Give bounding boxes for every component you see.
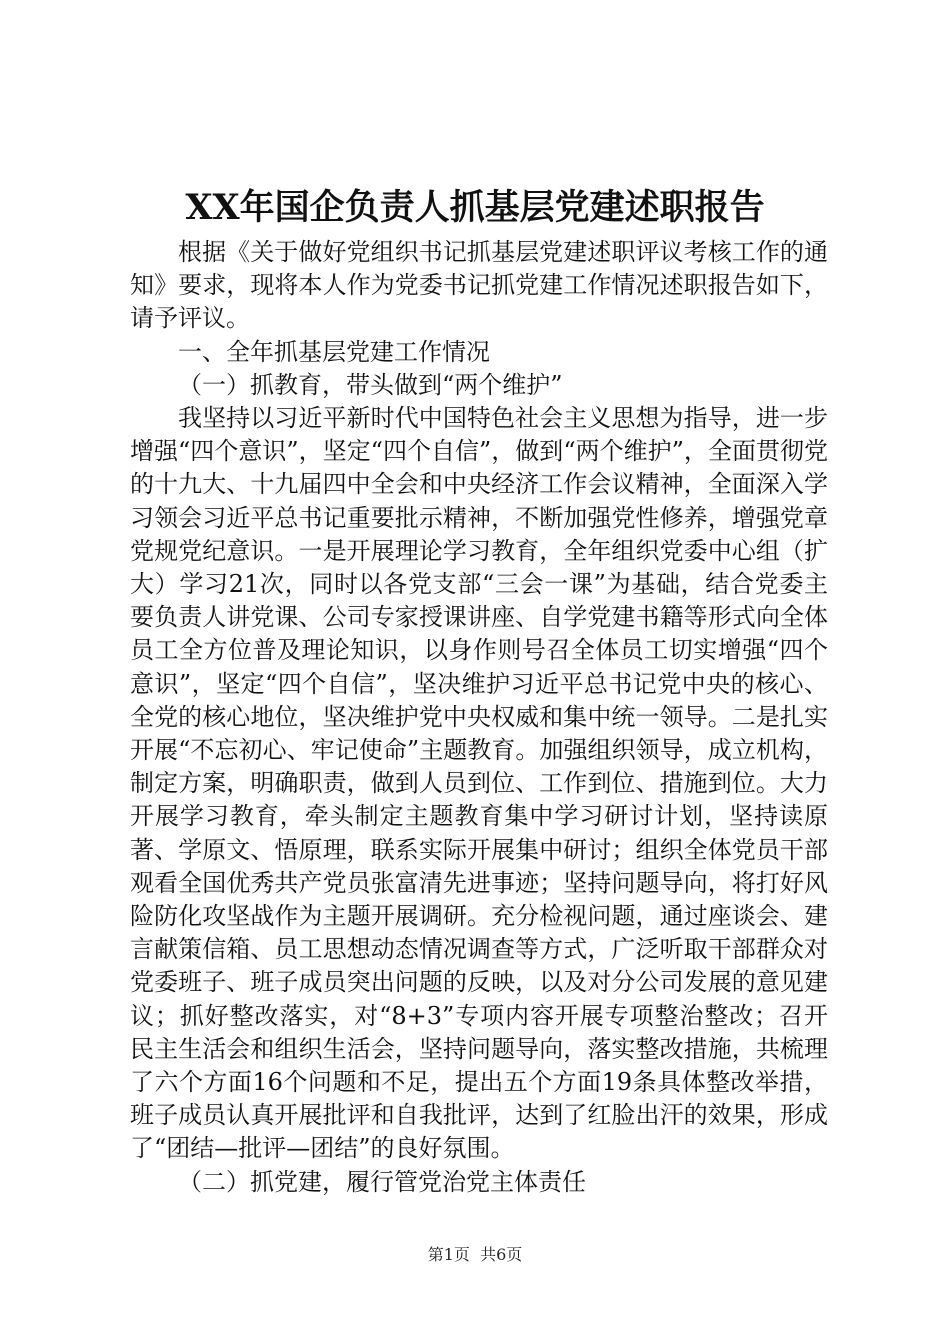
document-title: XX年国企负责人抓基层党建述职报告 [185, 187, 765, 228]
body-paragraph-1: 我坚持以习近平新时代中国特色社会主义思想为指导，进一步增强“四个意识”，坚定“四个自信”，做到“两个维护”，全面贯彻党的十九大、十九届四中全会和中央经济工作会议精神，全面深入学习领会习近平总书记重要批示精神，不断加强党性修养，增强党章党规党纪意识。一是开展理论学习教育，全年组织党委中心组（扩大）学习21次，同时以各党支部“三会一课”为基础，结合党委主要负责人讲党课、公司专家授课讲座、自学党建书籍等形式向全体员工全方位普及理论知识，以身作则号召全体员工切实增强“四个意识”，坚定“四个自信”，坚决维护习近平总书记党中央的核心、全党的核心地位，坚决维护党中央权威和集中统一领导。二是扎实开展“不忘初心、牢记使命”主题教育。加强组织领导，成立机构，制定方案，明确职责，做到人员到位、工作到位、措施到位。大力开展学习教育，牵头制定主题教育集中学习研讨计划，坚持读原著、学原文、悟原理，联系实际开展集中研讨；组织全体党员干部观看全国优秀共产党员张富清先进事迹；坚持问题导向，将打好风险防化攻坚战作为主题开展调研。充分检视问题，通过座谈会、建言献策信箱、员工思想动态情况调查等方式，广泛听取干部群众对党委班子、班子成员突出问题的反映，以及对分公司发展的意见建议；抓好整改落实，对“8+3”专项内容开展专项整治整改；召开民主生活会和组织生活会，坚持问题导向，落实整改措施，共梳理了六个方面16个问题和不足，提出五个方面19条具体整改举措，班子成员认真开展批评和自我批评，达到了红脸出汗的效果，形成了“团结—批评—团结”的良好氛围。 [130, 404, 828, 1163]
subsection-heading-2: （二）抓党建，履行管党治党主体责任 [178, 1167, 586, 1196]
page-number: 第1页 [427, 1245, 470, 1264]
section-heading-1: 一、全年抓基层党建工作情况 [178, 337, 490, 366]
intro-paragraph: 根据《关于做好党组织书记抓基层党建述职评议考核工作的通知》要求，现将本人作为党委书记抓党建工作情况述职报告如下，请予评议。 [130, 238, 828, 333]
subsection-heading-1: （一）抓教育，带头做到“两个维护” [178, 370, 563, 399]
document-body [130, 236, 828, 1199]
page-total: 共6页 [480, 1245, 523, 1264]
page-footer [0, 1243, 950, 1267]
